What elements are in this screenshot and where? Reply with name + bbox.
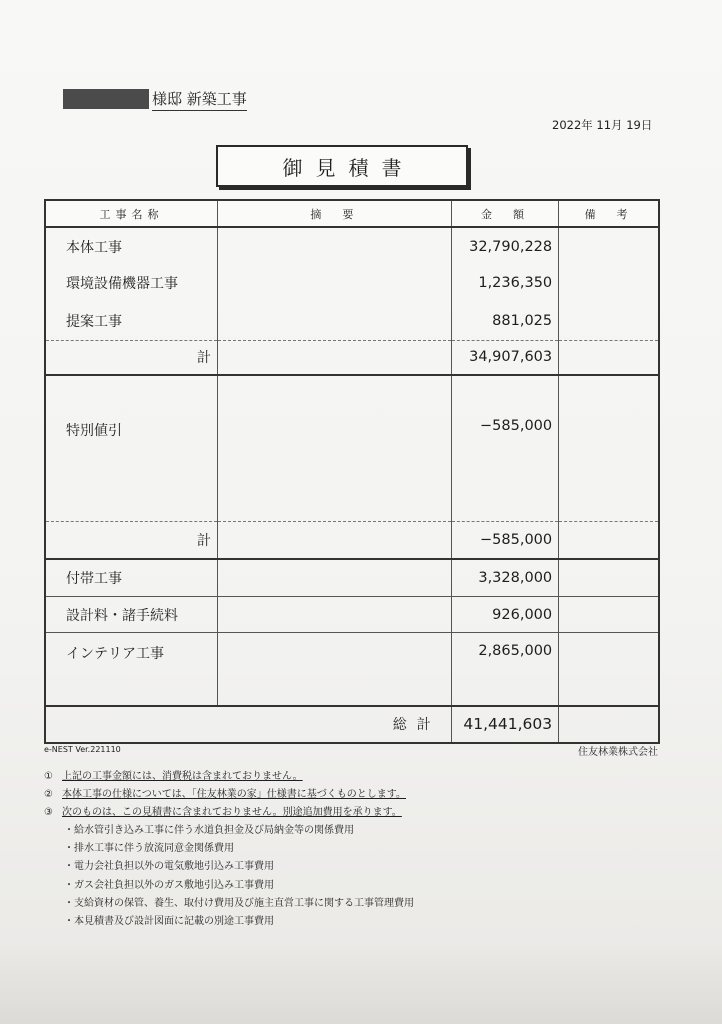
row-amount: 2,865,000: [451, 633, 558, 706]
header-summary: 摘 要: [218, 200, 452, 227]
table-header-row: [45, 200, 659, 227]
row-summary: [218, 265, 452, 302]
note-item: [44, 768, 414, 786]
subtotal-label: 計: [45, 341, 218, 375]
table-row: [45, 302, 659, 340]
row-remarks: [559, 522, 659, 559]
row-remarks: [559, 706, 659, 743]
row-summary: [218, 596, 452, 632]
excluded-item: ・排水工事に伴う放流同意金関係費用: [64, 843, 234, 855]
estimate-table: [44, 199, 660, 744]
header-work-name: 工事名称: [45, 200, 218, 227]
row-summary: [218, 633, 452, 706]
note-item: [44, 804, 414, 822]
row-summary: [218, 522, 452, 559]
company-name: 住友林業株式会社: [578, 747, 658, 758]
table-row: [45, 559, 659, 596]
table-row: [45, 265, 659, 302]
form-version: e-NEST Ver.221110: [44, 745, 121, 754]
row-name: 本体工事: [45, 227, 218, 264]
row-amount: 1,236,350: [451, 265, 558, 302]
redacted-client-name: [63, 89, 149, 109]
note-text: 上記の工事金額には、消費税は含まれておりません。: [62, 771, 303, 782]
row-remarks: [559, 302, 659, 340]
row-remarks: [559, 596, 659, 632]
row-name: 環境設備機器工事: [45, 265, 218, 302]
row-summary: [218, 559, 452, 596]
header-remarks: 備 考: [559, 200, 659, 227]
row-summary: [218, 375, 452, 522]
table-row: [45, 375, 659, 522]
row-remarks: [559, 341, 659, 375]
estimate-date: 2022年 11月 19日: [552, 118, 653, 132]
row-remarks: [559, 633, 659, 706]
note-number: ②: [44, 789, 53, 800]
page-shadow: [0, 940, 722, 1024]
row-remarks: [559, 227, 659, 264]
subtotal-label: 計: [45, 522, 218, 559]
subtotal-row: [45, 522, 659, 559]
row-name: 提案工事: [45, 302, 218, 340]
row-summary: [218, 341, 452, 375]
row-amount: 32,790,228: [451, 227, 558, 264]
row-amount: 926,000: [451, 596, 558, 632]
row-amount: −585,000: [451, 375, 558, 522]
subtotal-amount: 34,907,603: [451, 341, 558, 375]
row-name: 特別値引: [45, 375, 218, 522]
row-name: 付帯工事: [45, 559, 218, 596]
row-amount: 881,025: [451, 302, 558, 340]
excluded-item: ・本見積書及び設計図面に記載の別途工事費用: [64, 916, 274, 928]
table-row: [45, 596, 659, 632]
row-name: 設計料・諸手続料: [45, 596, 218, 632]
grand-total-amount: 41,441,603: [451, 706, 558, 743]
document-title: 御見積書: [216, 145, 468, 187]
note-item: [44, 786, 414, 804]
subtotal-amount: −585,000: [451, 522, 558, 559]
excluded-item: ・ガス会社負担以外のガス敷地引込み工事費用: [64, 879, 274, 891]
table-row: [45, 227, 659, 264]
grand-total-label: 総計: [218, 706, 452, 743]
header-amount: 金 額: [451, 200, 558, 227]
row-empty: [45, 706, 218, 743]
row-remarks: [559, 265, 659, 302]
row-remarks: [559, 375, 659, 522]
grand-total-row: [45, 706, 659, 743]
table-row: [45, 633, 659, 706]
project-title: 様邸 新築工事: [152, 88, 247, 111]
note-number: ③: [44, 807, 53, 818]
notes-section: [44, 768, 414, 931]
note-text: 次のものは、この見積書に含まれておりません。別途追加費用を承ります。: [62, 807, 402, 818]
excluded-item: ・支給資材の保管、養生、取付け費用及び施主直営工事に関する工事管理費用: [64, 897, 414, 909]
excluded-item: ・電力会社負担以外の電気敷地引込み工事費用: [64, 861, 274, 873]
note-text: 本体工事の仕様については、「住友林業の家」仕様書に基づくものとします。: [62, 789, 406, 800]
note-number: ①: [44, 771, 53, 782]
excluded-item: ・給水管引き込み工事に伴う水道負担金及び局納金等の関係費用: [64, 825, 354, 836]
subtotal-row: [45, 341, 659, 375]
row-remarks: [559, 559, 659, 596]
row-name: インテリア工事: [45, 633, 218, 706]
row-summary: [218, 302, 452, 340]
row-summary: [218, 227, 452, 264]
row-amount: 3,328,000: [451, 559, 558, 596]
